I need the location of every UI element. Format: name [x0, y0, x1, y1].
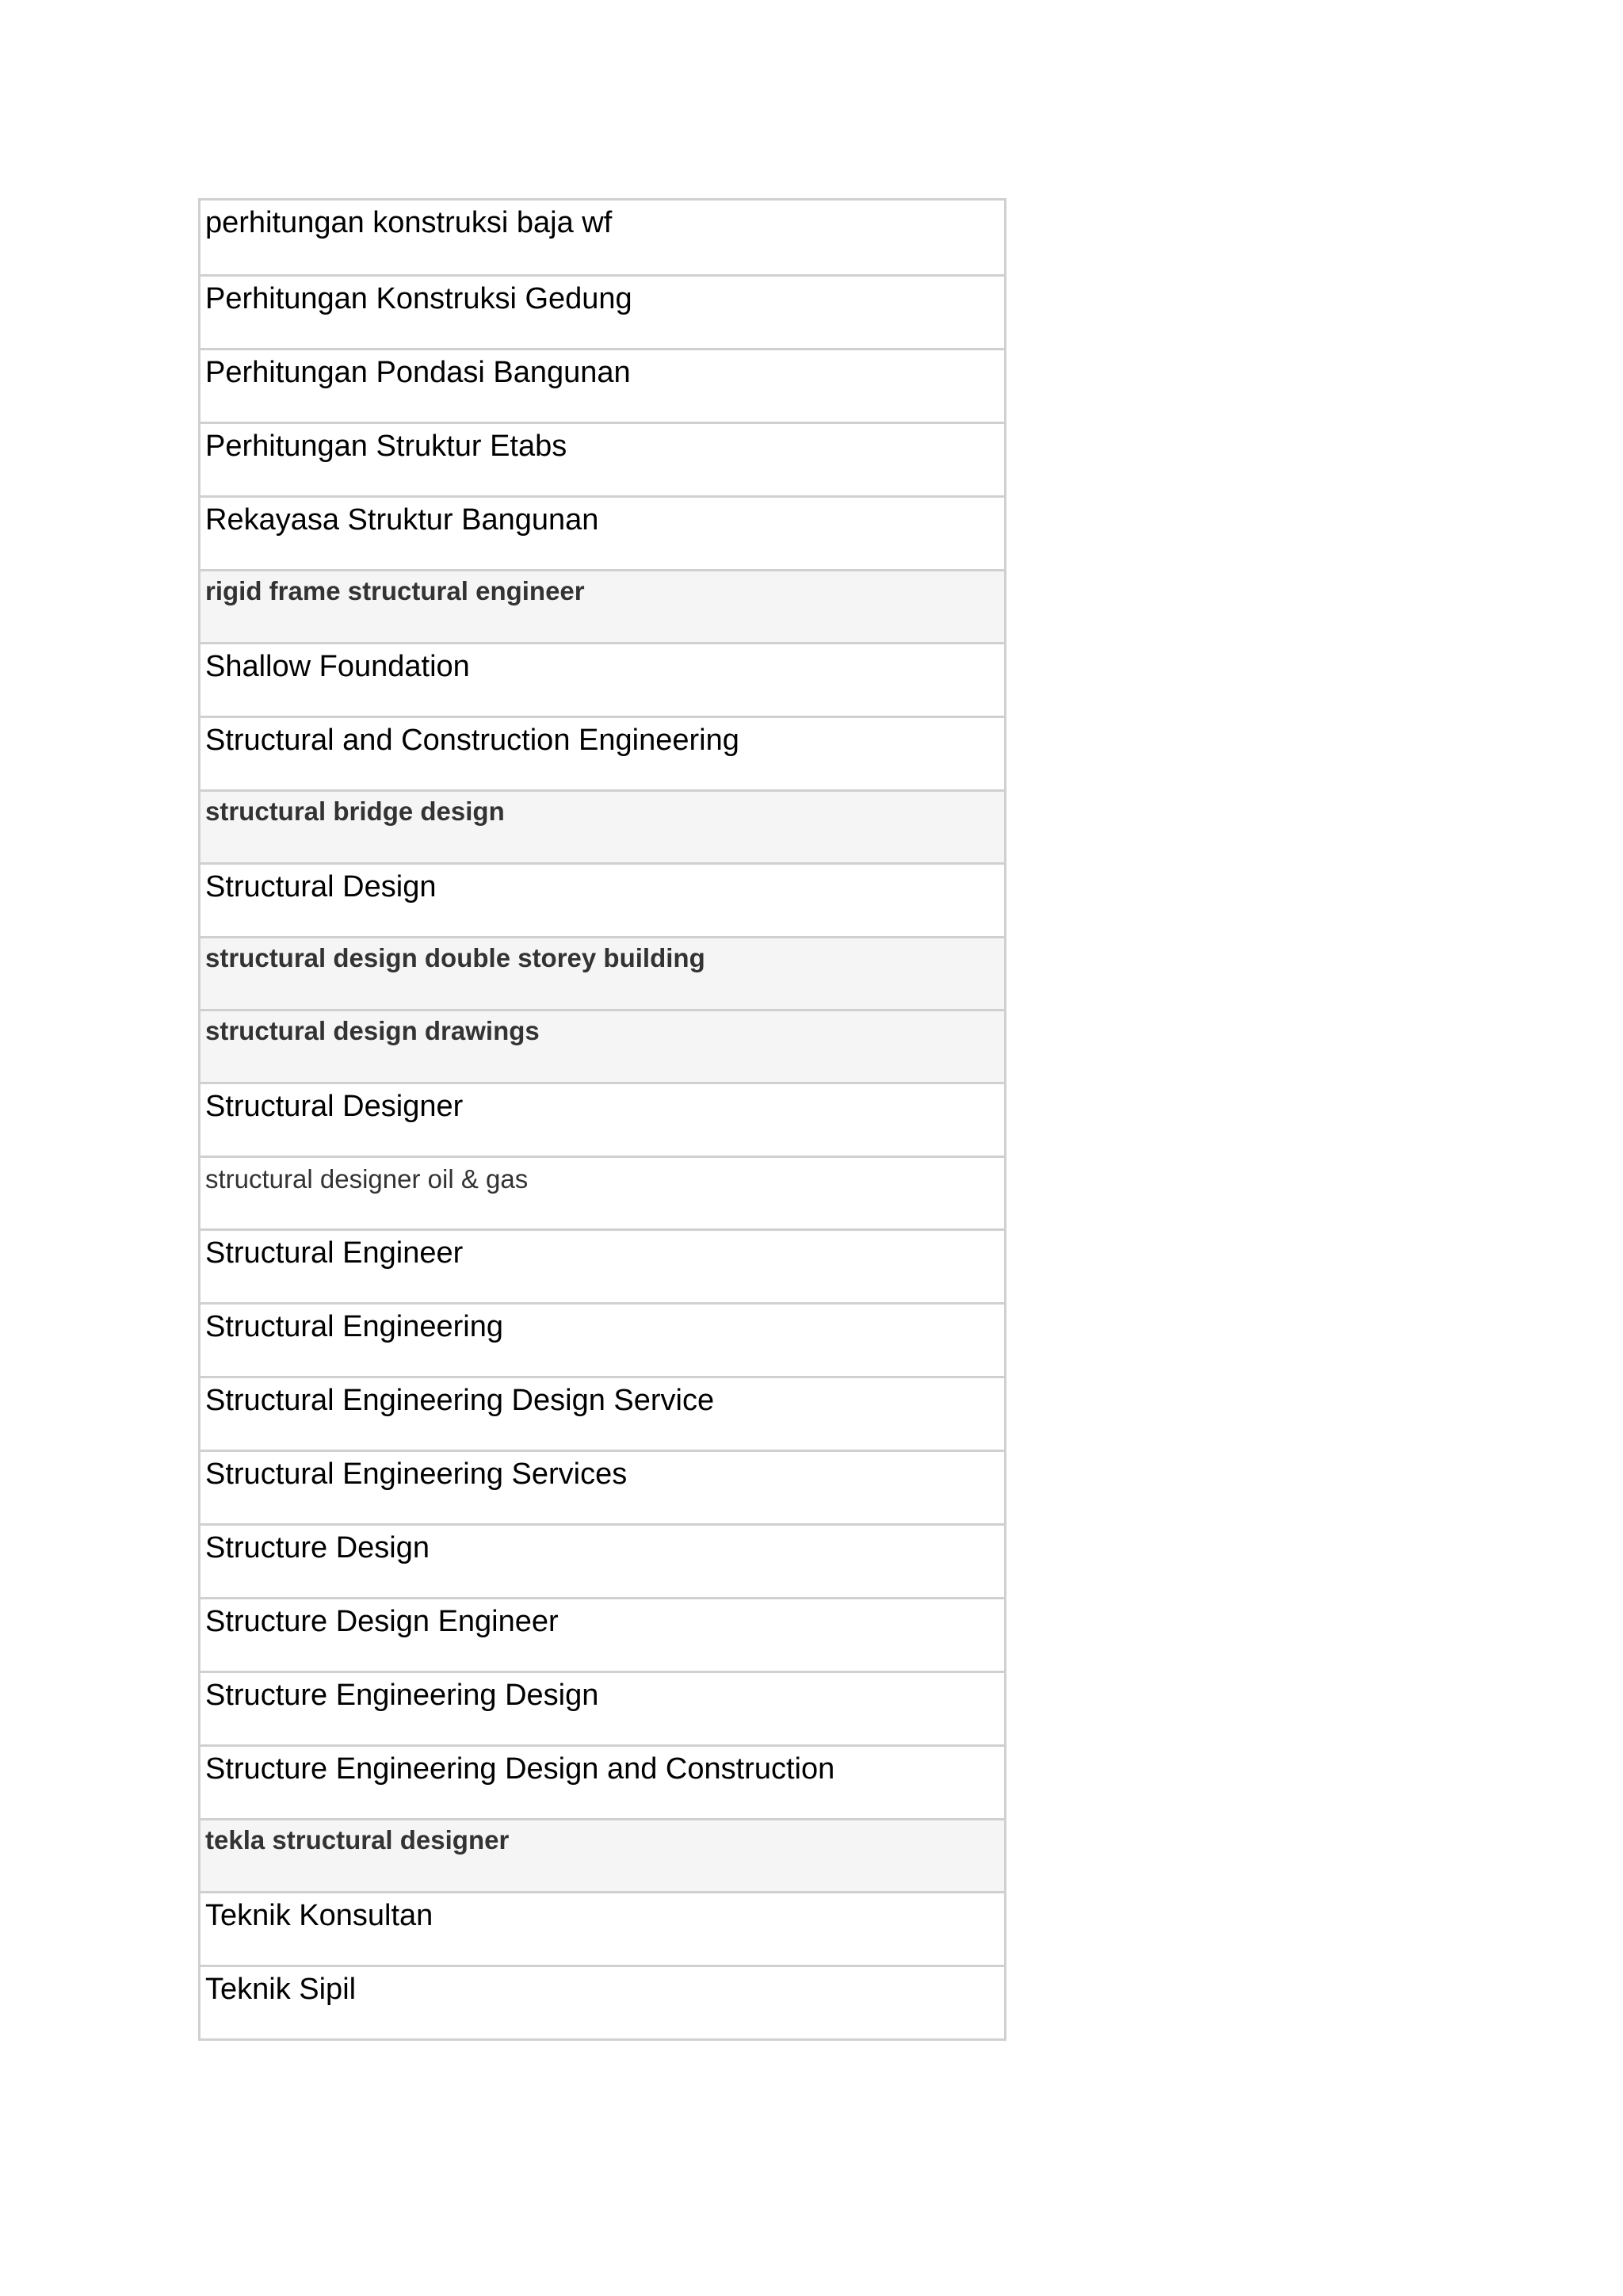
keyword-row: structural bridge design	[200, 789, 1004, 862]
keyword-row: Structural and Construction Engineering	[200, 716, 1004, 789]
keyword-row: structural design drawings	[200, 1009, 1004, 1082]
keyword-row: Structural Engineering Services	[200, 1450, 1004, 1523]
keyword-row: structural design double storey building	[200, 936, 1004, 1009]
keyword-row: Structure Design Engineer	[200, 1597, 1004, 1671]
keyword-row: Structural Engineering Design Service	[200, 1376, 1004, 1450]
keyword-row: Structure Engineering Design and Construction	[200, 1744, 1004, 1818]
keyword-row: perhitungan konstruksi baja wf	[200, 201, 1004, 274]
keyword-row: Structural Engineer	[200, 1228, 1004, 1302]
keyword-row: Perhitungan Pondasi Bangunan	[200, 348, 1004, 422]
keyword-row: structural designer oil & gas	[200, 1156, 1004, 1228]
keyword-row: Teknik Konsultan	[200, 1891, 1004, 1965]
keyword-row: Shallow Foundation	[200, 642, 1004, 716]
keyword-row: Structural Designer	[200, 1082, 1004, 1156]
keyword-row: Rekayasa Struktur Bangunan	[200, 495, 1004, 569]
keyword-row: Structure Design	[200, 1523, 1004, 1597]
keyword-row: rigid frame structural engineer	[200, 569, 1004, 642]
keyword-row: Perhitungan Konstruksi Gedung	[200, 274, 1004, 348]
keyword-row: tekla structural designer	[200, 1818, 1004, 1891]
keyword-row: Teknik Sipil	[200, 1965, 1004, 2038]
keyword-row: Structural Engineering	[200, 1302, 1004, 1376]
keyword-row: Perhitungan Struktur Etabs	[200, 422, 1004, 495]
keyword-row: Structure Engineering Design	[200, 1671, 1004, 1744]
keyword-row: Structural Design	[200, 862, 1004, 936]
keyword-table	[198, 198, 1006, 2041]
